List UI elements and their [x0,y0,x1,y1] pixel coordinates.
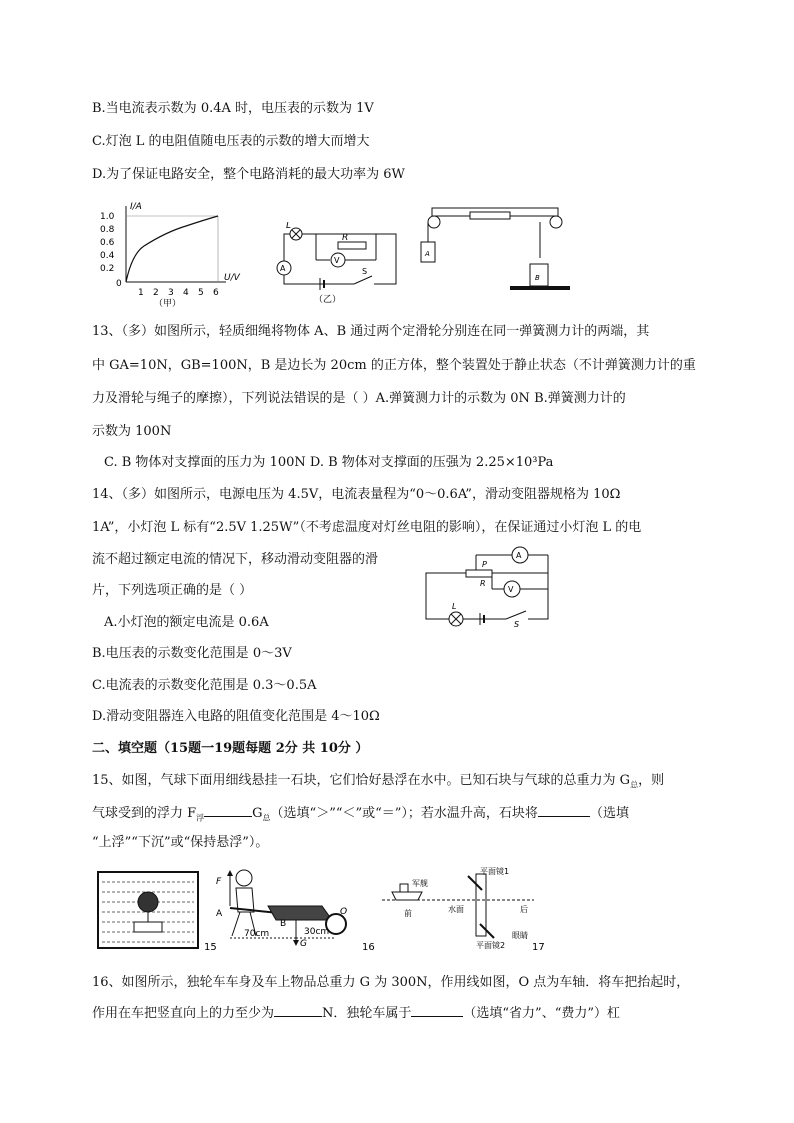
ship-label: 军舰 [412,879,428,888]
voltmeter-label: V [508,585,514,594]
back-label: 后 [520,905,528,914]
ammeter-label: A [516,551,522,560]
lamp-label: L [452,602,457,611]
answer-blank[interactable] [411,1004,463,1017]
voltmeter-label: V [334,256,340,265]
front-label: 前 [404,909,412,918]
worker-head-icon [236,870,252,886]
barrow-tray-icon [268,906,332,920]
mirror-2-label: 平面镜2 [476,941,506,950]
q14-option-a: A.小灯泡的额定电流是 0.6A [104,615,269,630]
spring-scale-icon [470,212,510,219]
point-a-label: A [216,909,223,919]
block-b-label: B [535,274,540,282]
point-b-label: B [280,919,287,929]
ytick: 0.4 [100,251,115,261]
mirror-1-label: 平面镜1 [480,867,510,876]
pulley-right-icon [550,216,562,228]
switch-label: S [514,620,520,628]
pulley-left-icon [428,216,440,228]
xtick: 3 [168,288,174,298]
dimension-30cm: 30cm [304,927,330,937]
q14-line2: 1A”，小灯泡 L 标有“2.5V 1.25W”（不考虑温度对灯丝电阻的影响），在保证通过小灯泡 L 的电 [92,520,642,535]
rheostat-label: R [480,579,486,588]
iu-graph-figure [96,198,256,310]
force-label: F [216,877,222,887]
eye-label: 眼睛 [512,931,528,940]
stone-icon [134,922,162,932]
axle-o-label: O [340,907,348,917]
water-label: 水面 [448,905,464,914]
q16-line1: 16、如图所示，独轮车车身及车上物品总重力 G 为 300N，作用线如图，O 点为车轴．将车把抬起时， [92,975,690,990]
xtick: 5 [198,288,204,298]
gravity-label: G [300,939,307,949]
q13-line5: C. B 物体对支撑面的压力为 100N D. B 物体对支撑面的压强为 2.25×10³Pa [104,455,554,470]
ytick: 1.0 [100,212,115,222]
block-a-label: A [425,250,430,258]
q13-line3: 力及滑轮与绳子的摩擦），下列说法错误的是（ ）A.弹簧测力计的示数为 0N B.弹簧测力计的 [92,391,626,406]
mirror-1-icon [468,876,482,890]
q14-line4: 片，下列选项正确的是（ ） [92,583,253,598]
graph-xlabel: U/V [224,273,240,283]
q14-line1: 14、（多）如图所示，电源电压为 4.5V，电流表量程为“0～0.6A”，滑动变阻器规格为 10Ω [92,487,621,502]
fig-number-17: 17 [532,942,545,952]
ytick: 0.8 [100,225,115,235]
q14-option-b: B.电压表的示数变化范围是 0～3V [92,646,292,661]
periscope-tube [476,874,486,936]
iu-curve [126,216,218,282]
circuit-figure-14 [420,543,555,628]
circuit-loop [426,573,548,619]
xtick: 6 [213,288,219,298]
fig-number-15: 15 [204,942,217,952]
dimension-70cm: 70cm [244,929,270,939]
fig-number-16: 16 [362,942,375,952]
xtick: 4 [183,288,189,298]
rheostat-icon [338,242,366,249]
q14-option-c: C.电流表的示数变化范围是 0.3～0.5A [92,678,317,693]
switch-label: S [362,267,368,276]
pulley-figure [410,200,580,300]
graph-ylabel: I/A [130,202,142,212]
q13-line1: 13、（多）如图所示，轻质细绳将物体 A、B 通过两个定滑轮分别连在同一弹簧测力计的两端，其 [92,324,650,339]
q16-line2: 作用在车把竖直向上的力至少为 N．独轮车属于 （选填“省力”、“费力”）杠 [92,1006,620,1021]
slider-p-label: P [482,560,487,569]
q12-option-c: C.灯泡 L 的电阻值随电压表的示数的增大而增大 [92,134,370,149]
rheostat-icon [466,570,492,577]
answer-blank[interactable] [204,804,252,817]
q12-option-b: B.当电流表示数为 0.4A 时，电压表的示数为 1V [92,101,374,116]
circuit-figure-yi [266,222,406,304]
q15-line2: 气球受到的浮力 $F_浮$ $G_总$（选填“＞”“＜”或“＝”）；若水温升高，石块将 （选填 [92,806,629,823]
ytick: 0.6 [100,238,115,248]
xtick: 2 [153,288,159,298]
q14-option-d: D.滑动变阻器连入电路的阻值变化范围是 4～10Ω [92,709,380,724]
ytick: 0.2 [100,264,115,274]
section-title: 二、填空题（15题一19题每题 2分 共 10分 ） [92,741,369,756]
ground [510,286,570,290]
circuit-caption: （乙） [314,295,342,304]
ytick: 0 [116,279,122,289]
answer-blank[interactable] [274,1004,322,1017]
figures-row [96,866,550,952]
q12-option-d: D.为了保证电路安全，整个电路消耗的最大功率为 6W [92,167,405,182]
ship-icon [392,892,422,900]
xtick: 1 [138,288,144,298]
lamp-label: L [286,222,292,231]
q13-line2: 中 GA=10N，GB=100N，B 是边长为 20cm 的正方体，整个装置处于静止状态（不计弹簧测力计的重 [92,358,696,373]
q15-line3: “上浮”“下沉”或“保持悬浮”）。 [92,835,269,850]
answer-blank[interactable] [538,804,590,817]
q14-line3: 流不超过额定电流的情况下，移动滑动变阻器的滑 [92,552,379,567]
q13-line4: 示数为 100N [92,424,172,439]
balloon-icon [138,892,158,912]
q15-line1: 15、如图，气球下面用细线悬挂一石块，它们恰好悬浮在水中。已知石块与气球的总重力为 $G_总$，则 [92,773,665,790]
ammeter-label: A [280,264,286,273]
graph-caption: （甲） [154,299,182,309]
rheostat-label: R [342,233,349,243]
